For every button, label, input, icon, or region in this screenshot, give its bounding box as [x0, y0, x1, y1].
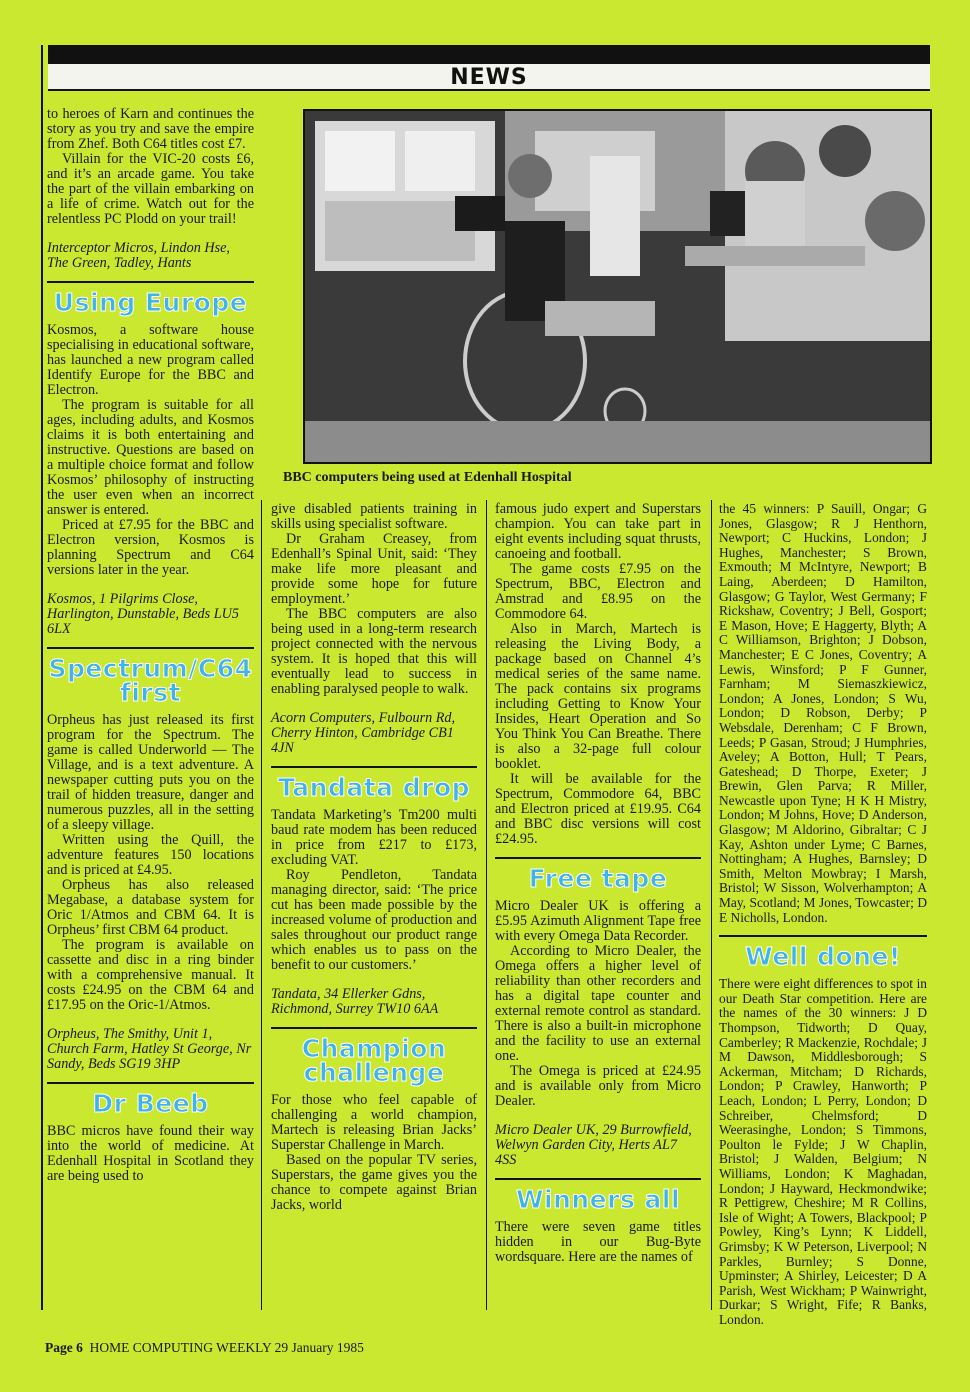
- col2-paragraph: Dr Graham Creasey, from Edenhall’s Spinal Unit, said: ‘They make life more pleasant and provide some hope for future employment.’: [271, 531, 477, 607]
- column-divider: [711, 500, 712, 1310]
- headline-free-tape: Free tape: [528, 864, 668, 893]
- banner-bar: [48, 45, 930, 64]
- col1-address: Orpheus, The Smithy, Unit 1, Church Farm, Hatley St George, Nr Sandy, Beds SG19 3HP: [47, 1026, 252, 1072]
- headline-well-done: Well done!: [745, 942, 901, 972]
- section-rule: [47, 647, 254, 649]
- headline-champion-challenge: Champion challenge: [301, 1034, 447, 1087]
- column-4: [719, 502, 927, 1327]
- col1-paragraph: Orpheus has just released its first program for the Spectrum. The game is called Underworld — The Village, and is a text adventure. A newspaper cutting puts you on the trail of hidden treasure, danger and numerous puzzles, all in the setting of a sleepy village.: [47, 712, 254, 833]
- col2-paragraph: The BBC computers are also being used in a long-term research project connected with the nervous system. It is hoped that this will eventually lead to success in enabling paralysed people to walk.: [271, 606, 477, 697]
- headline-winners-all: Winners all: [515, 1185, 681, 1214]
- col3-paragraph: famous judo expert and Superstars champion. You can take part in eight events including squat thrusts, canoeing and football.: [495, 501, 701, 562]
- page-footer: [45, 1340, 364, 1356]
- col2-paragraph: give disabled patients training in skills using specialist software.: [271, 501, 477, 532]
- page-number: Page 6: [45, 1340, 83, 1355]
- hospital-photo-image: [305, 111, 932, 464]
- col3-paragraph: It will be available for the Spectrum, Commodore 64, BBC and Electron priced at £19.95. C64 and BBC disc versions will cost £24.95.: [495, 771, 701, 847]
- section-banner: [48, 45, 930, 91]
- headline-using-europe: Using Europe: [53, 288, 248, 317]
- column-3: [495, 502, 701, 1265]
- headline-dr-beeb: Dr Beeb: [92, 1089, 209, 1118]
- headline-spectrum-c64-first: Spectrum/C64 first: [48, 654, 253, 707]
- col2-paragraph: Tandata Marketing’s Tm200 multi baud rate modem has been reduced in price from £217 to £173, excluding VAT.: [271, 807, 477, 868]
- col1-address: Kosmos, 1 Pilgrims Close, Harlington, Dunstable, Beds LU5 6LX: [47, 591, 239, 637]
- col1-paragraph: Villain for the VIC-20 costs £6, and it’s an arcade game. You take the part of the villain embarking on a life of crime. Watch out for the relentless PC Plodd on your trail!: [47, 151, 254, 227]
- section-rule: [47, 1082, 254, 1084]
- photo-caption: BBC computers being used at Edenhall Hospital: [283, 470, 572, 485]
- section-title: NEWS: [450, 65, 528, 90]
- col1-paragraph: Written using the Quill, the adventure features 150 locations and is priced at £4.95.: [47, 832, 254, 878]
- col2-address: Tandata, 34 Ellerker Gdns, Richmond, Surrey TW10 6AA: [271, 986, 439, 1017]
- column-1: [47, 107, 254, 1184]
- section-rule: [47, 281, 254, 283]
- section-rule: [719, 935, 927, 937]
- hospital-photo: [303, 109, 932, 464]
- page-frame-left: [41, 45, 43, 1310]
- col3-paragraph: Also in March, Martech is releasing the Living Body, a package based on Channel 4’s medical series of the same name. The pack contains six programs including Getting to Know Your Insides, Heart Operation and So You Think You Can Breathe. There is also a 32-page full colour booklet.: [495, 621, 701, 772]
- col1-paragraph: The program is available on cassette and disc in a ring binder with a comprehensive manual. It costs £24.95 on the CBM 64 and £17.95 on the Oric-1/Atmos.: [47, 937, 254, 1013]
- col3-paragraph: There were seven game titles hidden in our Bug-Byte wordsquare. Here are the names of: [495, 1219, 701, 1265]
- col3-paragraph: According to Micro Dealer, the Omega offers a higher level of reliability than other recorders and has a digital tape counter and external remote control as standard. There is also a built-in microphone and the facility to use an external one.: [495, 943, 701, 1064]
- col1-paragraph: Kosmos, a software house specialising in educational software, has launched a new program called Identify Europe for the BBC and Electron.: [47, 322, 254, 398]
- col2-address: Acorn Computers, Fulbourn Rd, Cherry Hinton, Cambridge CB1 4JN: [271, 710, 456, 756]
- col2-paragraph: Roy Pendleton, Tandata managing director, said: ‘The price cut has been made possible by the increased volume of production and sales throughout our product range which enables us to pass on the benefit to our customers.’: [271, 867, 477, 973]
- column-2: [271, 502, 477, 1213]
- section-rule: [271, 766, 477, 768]
- col4-winners-list: There were eight differences to spot in our Death Star competition. Here are the names of the 30 winners: J D Thompson, Tidworth; D Quay, Camberley; R Mackenzie, Rochdale; J M Dawson, Middlesborough; S Ackerman, Mitcham; D Richards, London; P Crawley, Hanworth; P Leach, London; L Perry, London; D Schreiber, Chelmsford; D Weerasinghe, London; S Timmons, Poulton le Fylde; J W Chaplin, Bristol; J Walden, Belgium; N Williams, London; K Maghadan, London; J Hayward, Heckmondwike; R Pettigrew, Cheshire; M R Collins, Isle of Wight; A Towers, Blackpool; P Powley, King’s Lynn; K Liddell, Grimsby; K W Peterson, Liverpool; N Parkles, Burnley; S Donne, Upminster; A Shirley, Leicester; D A Parish, West Wickham; P Wainwright, Durkar; S Wright, Fife; R Banks, London.: [719, 976, 927, 1327]
- col1-paragraph: The program is suitable for all ages, including adults, and Kosmos claims it is both entertaining and instructive. Questions are based on a multiple choice format and follow Kosmos’ philosophy of instructing the user even when an incorrect answer is entered.: [47, 397, 254, 518]
- col3-address: Micro Dealer UK, 29 Burrowfield, Welwyn Garden City, Herts AL7 4SS: [495, 1122, 692, 1168]
- col1-paragraph: BBC micros have found their way into the world of medicine. At Edenhall Hospital in Scotland they are being used to: [47, 1123, 254, 1184]
- col3-paragraph: The game costs £7.95 on the Spectrum, BBC, Electron and Amstrad and £8.95 on the Commodore 64.: [495, 561, 701, 622]
- headline-tandata-drop: Tandata drop: [277, 773, 471, 802]
- col4-winners-list: the 45 winners: P Sauill, Ongar; G Jones, Glasgow; R J Henthorn, Newport; C Huckins, London; J Hughes, Manchester; S Brown, Exmouth; M McIntyre, Newport; B Laing, Aberdeen; D Hamilton, Glasgow; G Taylor, West Germany; F Rickshaw, Coventry; J Bell, Gosport; E Mason, Hove; E Haggerty, Blyth; A C Williamson, Brighton; J Dobson, Manchester; E C Jones, Coventry; A Lewis, Winsford; P F Gunner, Farnham; M Siemaszkiewicz, London; A Jones, London; S Wu, London; D Robson, Derby; P Websdale, Derenham; C F Brown, Leeds; P Gasan, Stroud; J Humphries, Aveley; A Botton, Hull; T Pears, Gateshead; D Thorpe, Exeter; J Brewin, Glen Parva; R Miller, Newcastle upon Tyne; H K H Mistry, London; M Johns, Hove; D Anderson, Glasgow; M Aldorino, Gibraltar; C J Kay, Ashton under Lyme; C Barnes, Nottingham; A Hughes, Barnsley; D Smith, Melton Mowbray; I Marsh, Bristol; W Sisson, Wolverhampton; A May, Scotland; M Jones, Towcaster; D E Nicholls, London.: [719, 501, 927, 925]
- col1-paragraph: Orpheus has also released Megabase, a database system for Oric 1/Atmos and CBM 64. It is Orpheus’ first CBM 64 product.: [47, 877, 254, 938]
- col1-paragraph: Priced at £7.95 for the BBC and Electron version, Kosmos is planning Spectrum and C64 versions later in the year.: [47, 517, 254, 578]
- column-divider: [486, 500, 487, 1310]
- column-divider: [261, 500, 262, 1310]
- col3-paragraph: The Omega is priced at £24.95 and is available only from Micro Dealer.: [495, 1063, 701, 1109]
- section-rule: [495, 1178, 701, 1180]
- col2-paragraph: For those who feel capable of challenging a world champion, Martech is releasing Brian Jacks’ Superstar Challenge in March.: [271, 1092, 477, 1153]
- section-rule: [271, 1027, 477, 1029]
- section-rule: [495, 857, 701, 859]
- col3-paragraph: Micro Dealer UK is offering a £5.95 Azimuth Alignment Tape free with every Omega Data Recorder.: [495, 898, 701, 944]
- col2-paragraph: Based on the popular TV series, Superstars, the game gives you the chance to compete against Brian Jacks, world: [271, 1152, 477, 1213]
- col1-paragraph: to heroes of Karn and continues the story as you try and save the empire from Zhef. Both C64 titles cost £7.: [47, 106, 254, 152]
- publication-line: HOME COMPUTING WEEKLY 29 January 1985: [89, 1340, 364, 1355]
- col1-address: Interceptor Micros, Lindon Hse, The Green, Tadley, Hants: [47, 240, 230, 271]
